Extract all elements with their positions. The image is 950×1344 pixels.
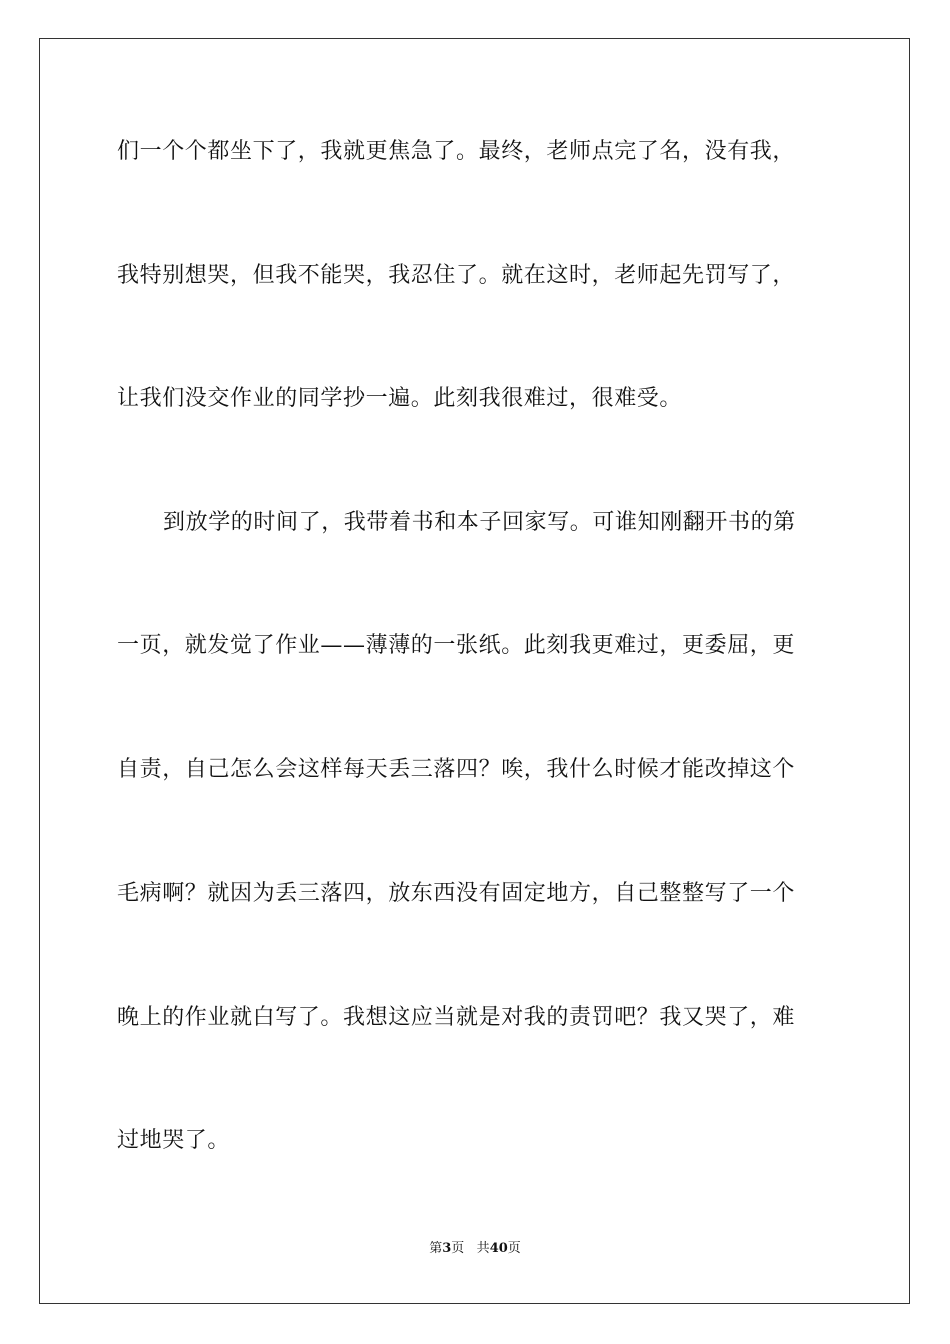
paragraph-2-line-5: 晚上的作业就白写了。我想这应当就是对我的责罚吧？我又哭了，难 [117, 1005, 796, 1030]
page-border [39, 38, 910, 1304]
paragraph-2-line-6: 过地哭了。 [117, 1128, 231, 1153]
paragraph-1-line-3: 让我们没交作业的同学抄一遍。此刻我很难过，很难受。 [117, 386, 683, 411]
paragraph-2-line-3: 自责，自己怎么会这样每天丢三落四？唉，我什么时候才能改掉这个 [117, 757, 796, 782]
total-pages: 40 [489, 1241, 508, 1256]
paragraph-2-line-4: 毛病啊？就因为丢三落四，放东西没有固定地方，自己整整写了一个 [117, 881, 796, 906]
total-prefix: 共 [476, 1241, 490, 1256]
paragraph-1-line-1: 们一个个都坐下了，我就更焦急了。最终，老师点完了名，没有我， [117, 139, 796, 164]
paragraph-1-line-2: 我特别想哭，但我不能哭，我忍住了。就在这时，老师起先罚写了， [117, 263, 796, 288]
page-suffix: 页 [451, 1241, 465, 1256]
page-prefix: 第 [429, 1241, 443, 1256]
page-number: 3 [442, 1241, 452, 1256]
page-footer [0, 1240, 950, 1258]
paragraph-2-line-2: 一页，就发觉了作业——薄薄的一张纸。此刻我更难过，更委屈，更 [117, 633, 796, 658]
total-suffix: 页 [507, 1241, 521, 1256]
paragraph-2-line-1: 到放学的时间了，我带着书和本子回家写。可谁知刚翻开书的第 [163, 510, 796, 535]
